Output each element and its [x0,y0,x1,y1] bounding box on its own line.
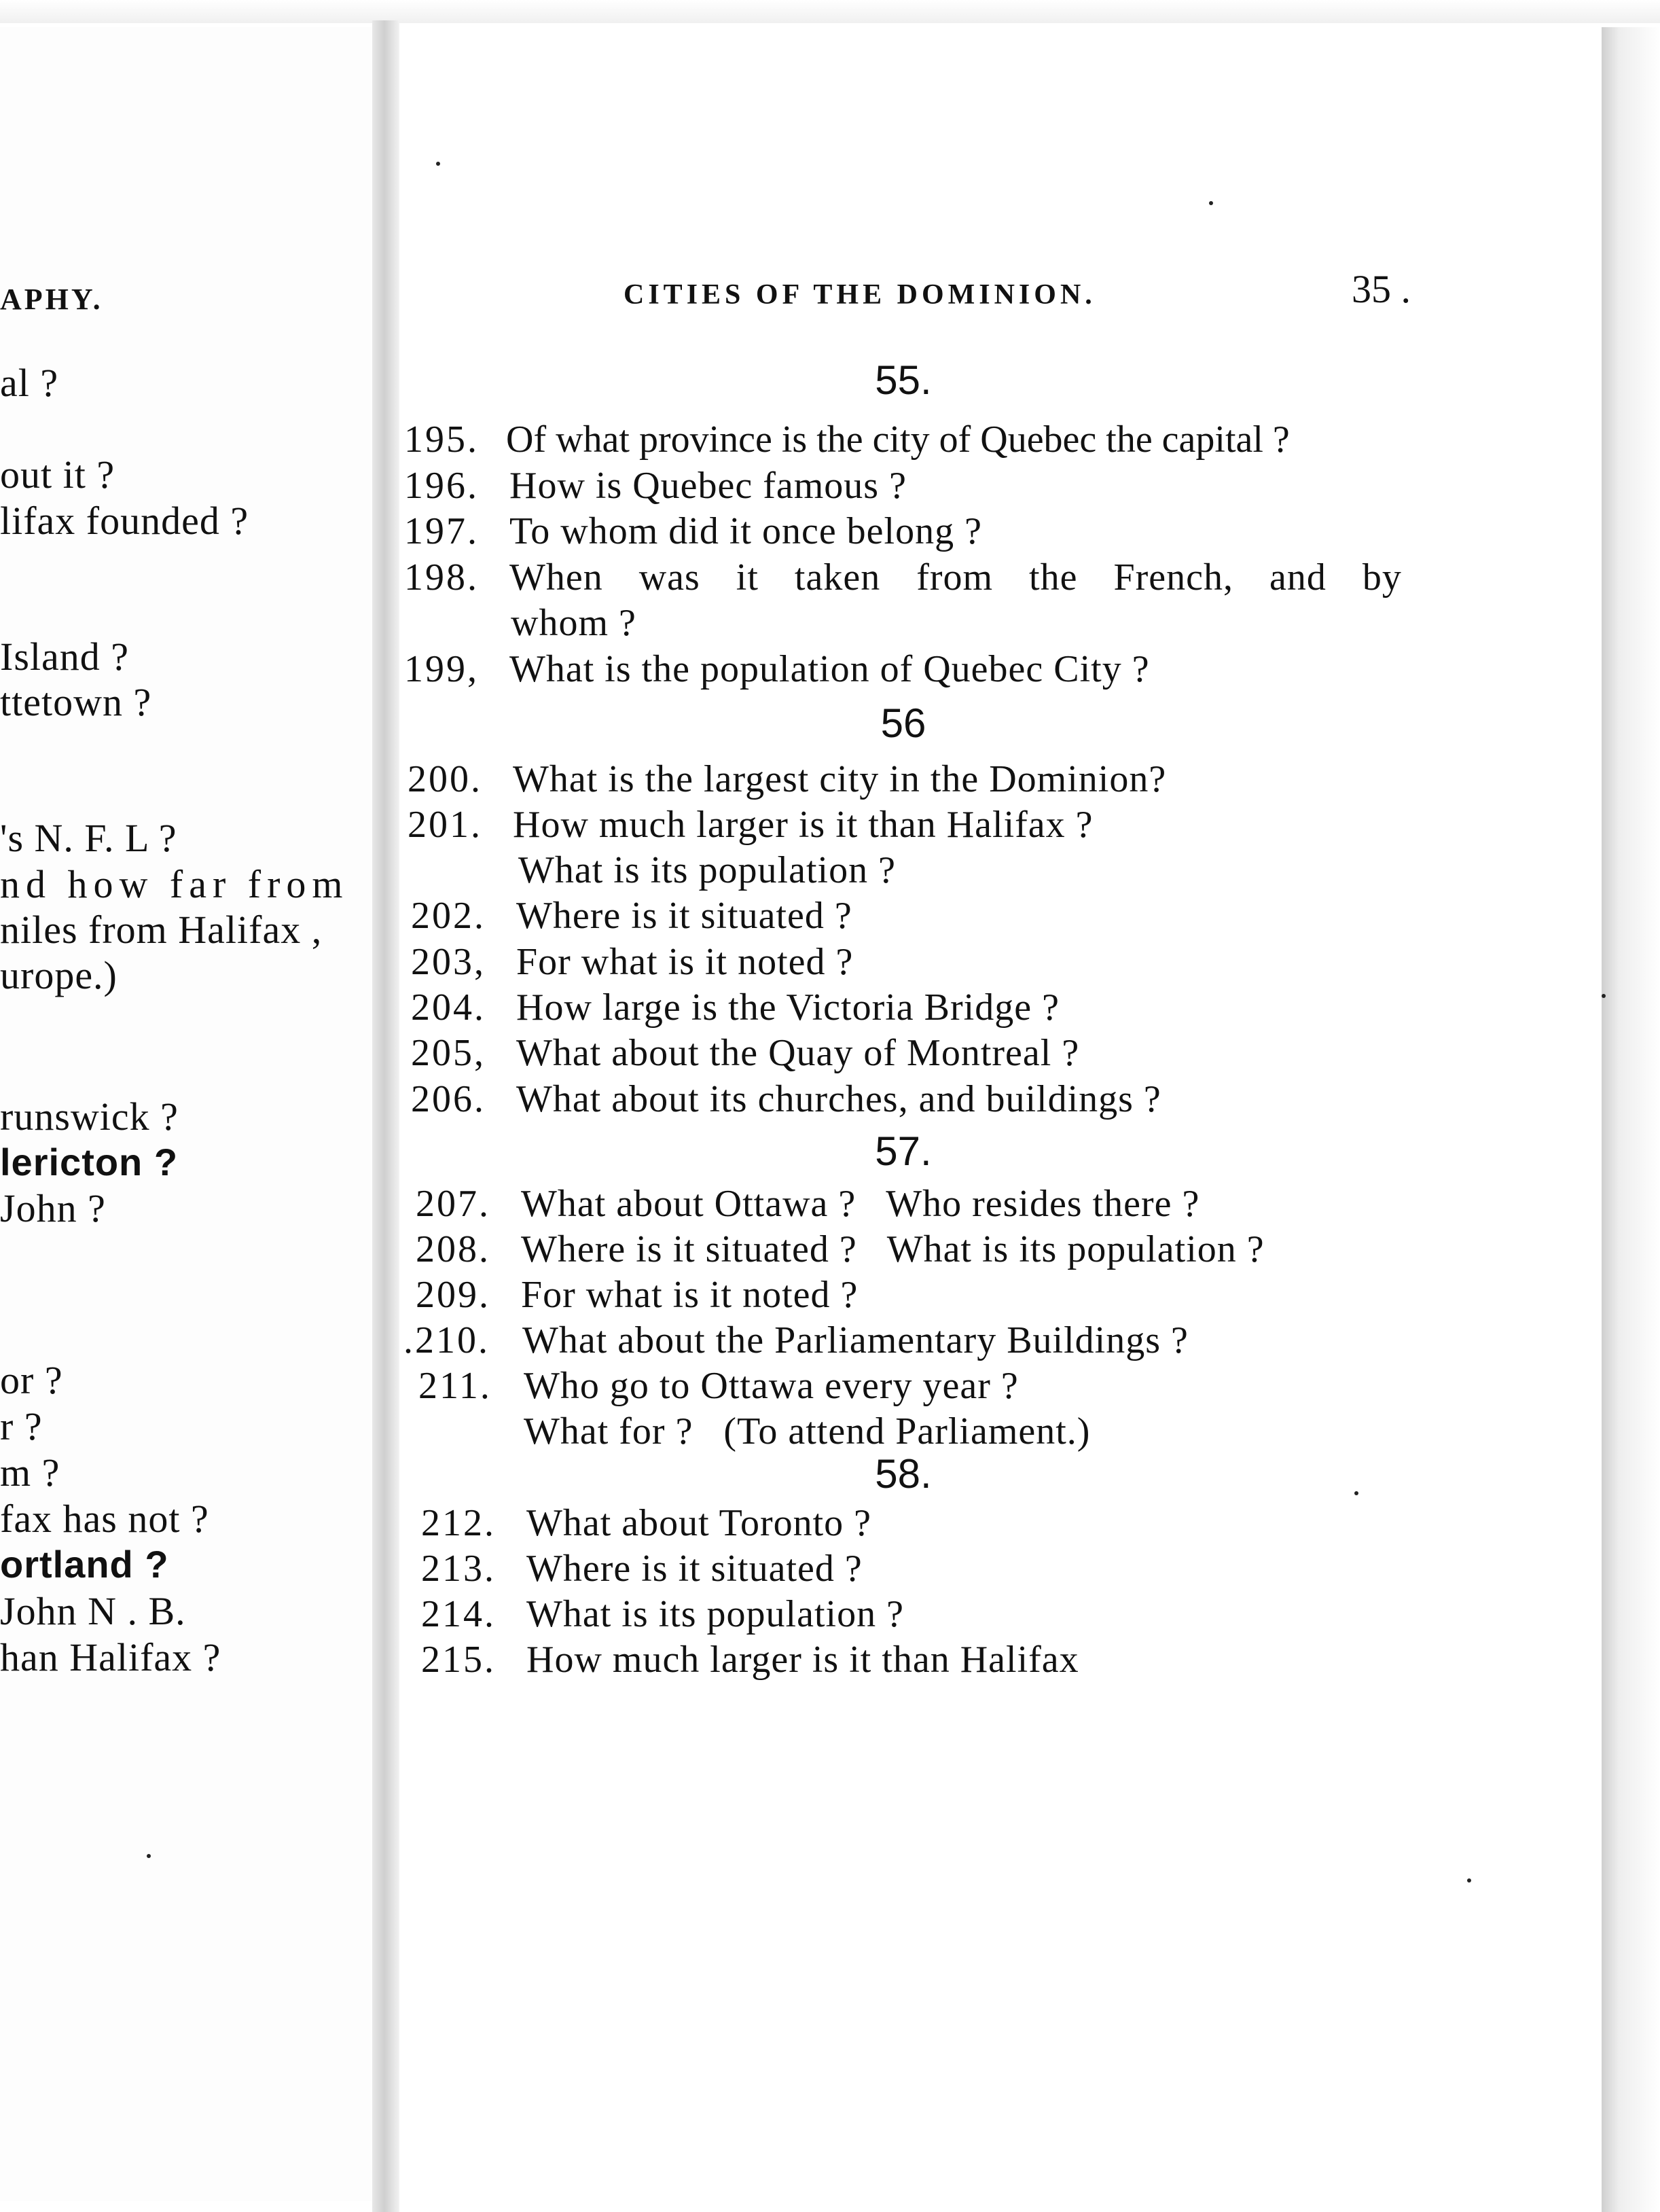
question-text: For what is it noted ? [516,941,854,983]
question-text: What about the Quay of Montreal ? [516,1032,1080,1074]
question-number: 215. [421,1639,496,1681]
question-continuation: What for ? (To attend Parliament.) [524,1410,1091,1452]
left-line: fax has not ? [0,1497,209,1541]
left-line: r ? [0,1404,43,1448]
left-line: al ? [0,361,59,405]
question-text: Who go to Ottawa every year ? [524,1365,1019,1407]
left-line: niles from Halifax , [0,908,323,952]
paper-speck [1467,1878,1471,1883]
question-continuation: What is its population ? [518,849,896,891]
top-edge [0,0,1660,23]
left-line: 's N. F. L ? [0,816,177,860]
left-line: han Halifax ? [0,1635,221,1679]
left-line: nd how far from [0,862,349,906]
left-line: m ? [0,1450,60,1495]
question-text: How much larger is it than Halifax [526,1639,1079,1681]
question-text: Of what province is the city of Quebec the capital ? [506,418,1290,461]
left-running-head: APHY. [0,283,103,316]
question-number: 204. [411,986,486,1029]
question-text: When was it taken from the French, and by [509,556,1402,599]
question-text: What is the population of Quebec City ? [509,648,1150,690]
question-text: How large is the Victoria Bridge ? [516,986,1060,1029]
question-text: What about its churches, and buildings ? [516,1078,1161,1120]
question-number: 202. [411,895,486,937]
question-text: To whom did it once belong ? [509,510,982,552]
question-text: How much larger is it than Halifax ? [513,804,1094,846]
left-line: ttetown ? [0,680,152,724]
question-number: 205, [411,1032,486,1074]
section-heading: 58. [875,1451,932,1497]
question-number: 203, [411,941,486,983]
question-number: 200. [408,758,482,800]
left-line: John N . B. [0,1589,186,1633]
question-text: For what is it noted ? [521,1274,859,1316]
question-text: Where is it situated ? What is its population ? [521,1228,1265,1270]
question-text: What about Toronto ? [526,1502,872,1544]
question-number: 201. [408,804,482,846]
question-number: 198. [404,556,479,599]
question-text: What is its population ? [526,1593,904,1635]
left-line: lericton ? [0,1141,179,1183]
question-continuation: whom ? [511,602,636,644]
section-heading: 56 [880,700,926,746]
question-number: .210. [403,1319,490,1361]
left-line: urope.) [0,953,118,997]
paper-speck [1602,994,1606,998]
page-edge [1602,27,1660,2212]
question-number: 195. [404,418,479,461]
left-line: runswick ? [0,1094,179,1139]
question-number: 199, [404,648,479,690]
question-number: 208. [416,1228,490,1270]
question-number: 196. [404,465,479,507]
left-line: out it ? [0,452,115,497]
paper-speck [436,162,440,166]
paper-speck [147,1854,151,1858]
paper-speck [1354,1491,1358,1495]
left-line: ortland ? [0,1543,169,1586]
question-text: Where is it situated ? [516,895,852,937]
question-number: 212. [421,1502,496,1544]
left-line: or ? [0,1358,63,1402]
question-text: How is Quebec famous ? [509,465,907,507]
question-number: 197. [404,510,479,552]
left-line: lifax founded ? [0,499,249,543]
question-text: Where is it situated ? [526,1548,863,1590]
section-heading: 57. [875,1128,932,1174]
section-heading: 55. [875,357,932,403]
question-number: 213. [421,1548,496,1590]
question-number: 214. [421,1593,496,1635]
running-head: CITIES OF THE DOMINION. [624,279,1096,310]
question-number: 209. [416,1274,490,1316]
question-text: What is the largest city in the Dominion? [513,758,1167,800]
book-gutter [372,20,399,2212]
question-number: 207. [416,1183,490,1225]
page-number: 35 . [1352,267,1411,311]
left-page [0,27,380,2201]
left-line: Island ? [0,635,129,679]
question-text: What about the Parliamentary Buildings ? [522,1319,1189,1361]
question-number: 211. [418,1365,492,1407]
left-line: John ? [0,1186,106,1230]
question-text: What about Ottawa ? Who resides there ? [521,1183,1200,1225]
paper-speck [1209,201,1213,205]
question-number: 206. [411,1078,486,1120]
